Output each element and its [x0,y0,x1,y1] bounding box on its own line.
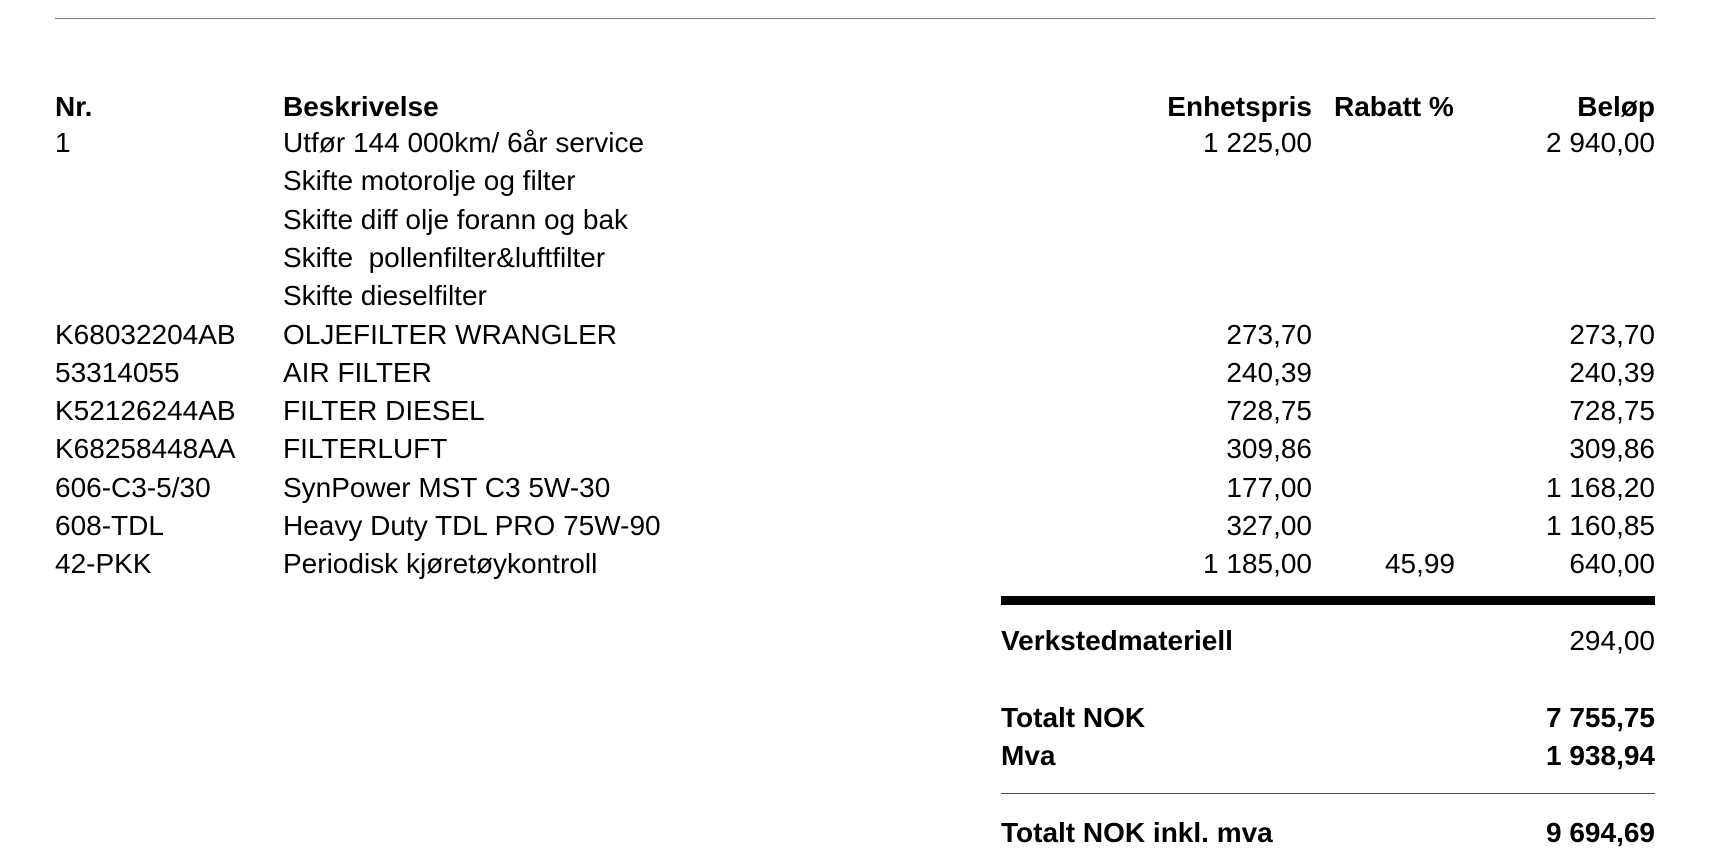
row-belop: 273,70 [1569,319,1655,350]
row-belop: 309,86 [1569,433,1655,464]
row-description: Skifte diff olje forann og bak [283,204,629,235]
verkstedmateriell-label: Verkstedmateriell [1001,625,1233,656]
row-belop: 1 160,85 [1546,510,1655,541]
row-nr: 53314055 [55,357,180,388]
row-enhetspris: 273,70 [1226,319,1312,350]
row-description: Skifte motorolje og filter [283,165,576,196]
row-belop: 2 940,00 [1546,127,1655,158]
row-nr: 608-TDL [55,510,164,541]
row-enhetspris: 309,86 [1226,433,1312,464]
header-beskrivelse: Beskrivelse [283,91,439,122]
row-belop: 728,75 [1569,395,1655,426]
row-enhetspris: 240,39 [1226,357,1312,388]
totalt-label: Totalt NOK [1001,702,1146,733]
row-enhetspris: 1 185,00 [1203,548,1312,579]
row-enhetspris: 1 225,00 [1203,127,1312,158]
row-description: Heavy Duty TDL PRO 75W-90 [283,510,661,541]
row-nr: 1 [55,127,71,158]
row-enhetspris: 177,00 [1226,472,1312,503]
row-rabatt: 45,99 [1384,548,1455,579]
row-description: Skifte pollenfilter&luftfilter [283,242,606,273]
row-belop: 240,39 [1569,357,1655,388]
row-description: FILTERLUFT [283,433,448,464]
row-description: SynPower MST C3 5W-30 [283,472,611,503]
top-divider [55,18,1655,19]
row-description: Skifte dieselfilter [283,280,487,311]
row-nr: K68032204AB [55,319,236,350]
row-description: Utfør 144 000km/ 6år service [283,127,645,158]
header-belop: Beløp [1577,91,1655,122]
subtotal-divider [1001,596,1655,605]
row-description: Periodisk kjøretøykontroll [283,548,598,579]
mva-value: 1 938,94 [1546,740,1655,771]
row-description: OLJEFILTER WRANGLER [283,319,617,350]
header-nr: Nr. [55,91,93,122]
header-enhetspris: Enhetspris [1167,91,1312,122]
row-description: FILTER DIESEL [283,395,485,426]
total-inkl-value: 9 694,69 [1546,817,1655,848]
totalt-value: 7 755,75 [1546,702,1655,733]
row-belop: 640,00 [1569,548,1655,579]
row-nr: 42-PKK [55,548,152,579]
mva-label: Mva [1001,740,1056,771]
header-rabatt: Rabatt % [1334,91,1454,122]
verkstedmateriell-value: 294,00 [1569,625,1655,656]
row-enhetspris: 327,00 [1226,510,1312,541]
row-belop: 1 168,20 [1546,472,1655,503]
total-divider [1001,793,1655,794]
row-description: AIR FILTER [283,357,432,388]
row-enhetspris: 728,75 [1226,395,1312,426]
row-nr: K68258448AA [55,433,236,464]
row-nr: 606-C3-5/30 [55,472,211,503]
total-inkl-label: Totalt NOK inkl. mva [1001,817,1273,848]
row-nr: K52126244AB [55,395,236,426]
